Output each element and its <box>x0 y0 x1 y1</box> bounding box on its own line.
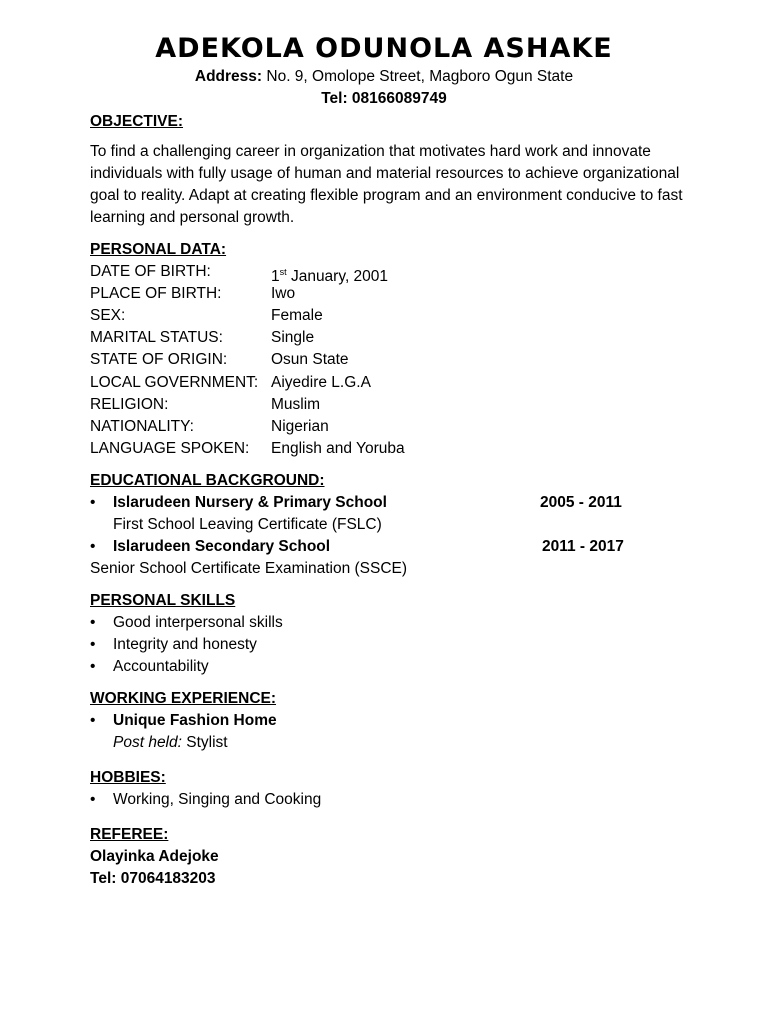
pd-value: Aiyedire L.G.A <box>271 374 371 391</box>
school-years: 2011 - 2017 <box>542 538 624 555</box>
pd-label: PLACE OF BIRTH: <box>90 285 222 302</box>
skill-item: Integrity and honesty <box>113 636 257 653</box>
school-certificate: Senior School Certificate Examination (SSCE) <box>90 560 408 577</box>
company-name: Unique Fashion Home <box>113 712 277 729</box>
bullet-icon: • <box>90 538 96 555</box>
pd-label: DATE OF BIRTH: <box>90 263 211 280</box>
skill-item: Good interpersonal skills <box>113 614 283 631</box>
address-line <box>0 68 768 86</box>
objective-heading: OBJECTIVE: <box>90 113 184 130</box>
skills-heading: PERSONAL SKILLS <box>90 592 236 609</box>
hobbies-heading: HOBBIES: <box>90 769 166 786</box>
pd-value: Iwo <box>271 285 296 302</box>
pd-label: STATE OF ORIGIN: <box>90 351 228 368</box>
dob-rest: January, 2001 <box>286 268 389 286</box>
pd-value: Muslim <box>271 396 321 413</box>
pd-label: LANGUAGE SPOKEN: <box>90 440 250 457</box>
bullet-icon: • <box>90 712 96 729</box>
pd-value: English and Yoruba <box>271 440 405 457</box>
post-held <box>113 733 228 753</box>
objective-text: To find a challenging career in organization that motivates hard work and innovate individuals with fully usage of human and material resources to achieve organizational goal to reality. Adapt at creating flexible program and an environment conducive to fast learning and personal growth. <box>90 143 683 226</box>
pd-label: RELIGION: <box>90 396 169 413</box>
bullet-icon: • <box>90 791 96 808</box>
bullet-icon: • <box>90 636 96 653</box>
school-name: Islarudeen Secondary School <box>113 538 331 555</box>
bullet-icon: • <box>90 658 96 675</box>
hobby-item: Working, Singing and Cooking <box>113 791 322 808</box>
school-name: Islarudeen Nursery & Primary School <box>113 494 387 511</box>
post-label: Post held: <box>113 734 182 751</box>
post-value: Stylist <box>181 734 228 751</box>
bullet-icon: • <box>90 494 96 511</box>
applicant-name: ADEKOLA ODUNOLA ASHAKE <box>155 33 613 64</box>
phone-line: Tel: 08166089749 <box>321 90 447 107</box>
referee-heading: REFEREE: <box>90 826 169 843</box>
pd-value: Osun State <box>271 351 349 368</box>
pd-value: Single <box>271 329 315 346</box>
pd-value: Nigerian <box>271 418 329 435</box>
dob-suffix: st <box>279 267 287 277</box>
pd-label: LOCAL GOVERNMENT: <box>90 374 259 391</box>
address-value: No. 9, Omolope Street, Magboro Ogun State <box>262 68 574 85</box>
personal-data-heading: PERSONAL DATA: <box>90 241 227 258</box>
dob-day: 1 <box>271 268 280 286</box>
school-certificate: First School Leaving Certificate (FSLC) <box>113 516 382 533</box>
pd-label: SEX: <box>90 307 126 324</box>
education-heading: EDUCATIONAL BACKGROUND: <box>90 472 325 489</box>
pd-label: MARITAL STATUS: <box>90 329 223 346</box>
school-years: 2005 - 2011 <box>540 494 622 511</box>
referee-name: Olayinka Adejoke <box>90 848 219 865</box>
experience-heading: WORKING EXPERIENCE: <box>90 690 277 707</box>
skill-item: Accountability <box>113 658 209 675</box>
address-label: Address: <box>194 68 263 85</box>
pd-label: NATIONALITY: <box>90 418 194 435</box>
bullet-icon: • <box>90 614 96 631</box>
referee-phone: Tel: 07064183203 <box>90 870 216 887</box>
pd-value: Female <box>271 307 323 324</box>
